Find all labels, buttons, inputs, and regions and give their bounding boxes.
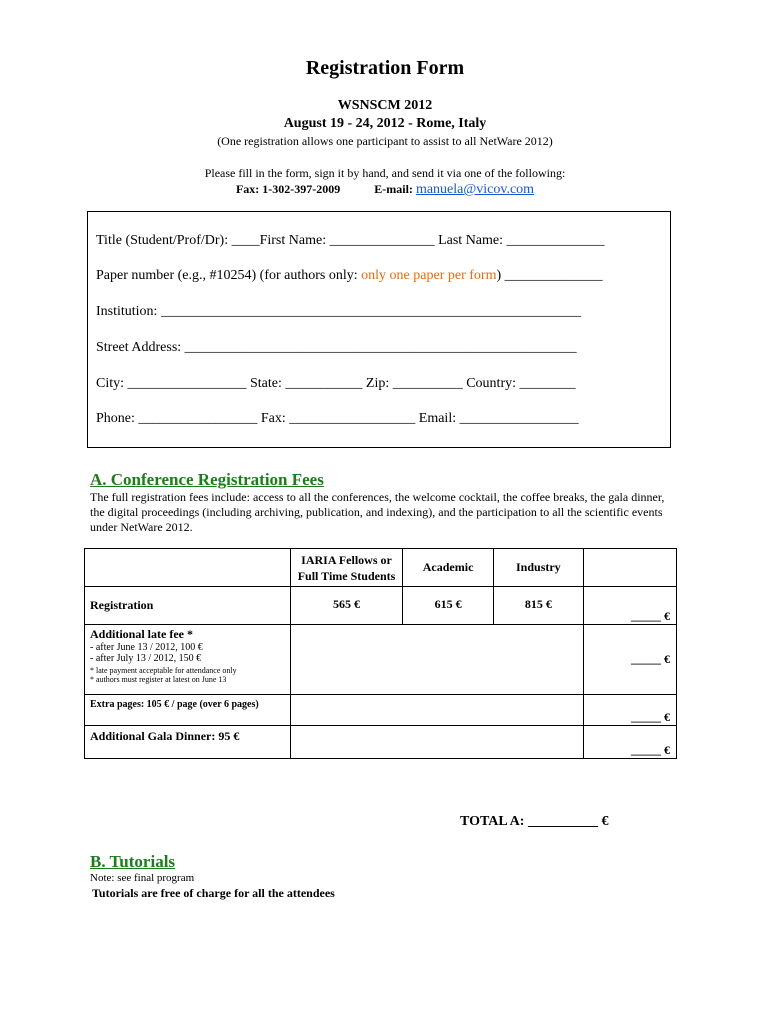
participant-info-box xyxy=(87,211,671,448)
late-fee-cell xyxy=(85,625,291,695)
name-fields-line[interactable]: Title (Student/Prof/Dr): ____First Name: _______________ Last Name: ______________ xyxy=(96,233,605,248)
fees-table xyxy=(84,548,677,759)
header-fellows xyxy=(290,549,403,587)
extra-pages-empty-cell xyxy=(290,695,583,726)
page-title: Registration Form xyxy=(305,57,465,79)
registration-amount-field[interactable]: _____ € xyxy=(583,587,676,625)
gala-dinner-amount-field[interactable]: _____ € xyxy=(583,726,676,759)
late-fee-title: Additional late fee * xyxy=(90,627,193,641)
late-fee-note-attendance: * late payment acceptable for attendance only xyxy=(90,666,237,675)
late-fee-june: - after June 13 / 2012, 100 € xyxy=(90,642,203,653)
price-industry: 815 € xyxy=(493,587,583,625)
late-fee-empty-cell xyxy=(290,625,583,695)
section-b-title: B. Tutorials xyxy=(90,852,176,871)
header-industry: Industry xyxy=(493,549,583,587)
one-paper-note: only one paper per form xyxy=(361,268,497,283)
gala-dinner-empty-cell xyxy=(290,726,583,759)
phone-fax-email-line[interactable]: Phone: _________________ Fax: __________________ Email: _________________ xyxy=(96,411,579,426)
total-a-field[interactable]: TOTAL A: __________ € xyxy=(460,814,609,829)
section-a-description: The full registration fees include: access to all the conferences, the welcome cocktail, the coffee breaks, the gala dinner, the digital proceedings (including archiving, publication, and indexing), and the participation to all the scientific events under NetWare 2012. xyxy=(90,490,665,534)
price-fellows: 565 € xyxy=(290,587,403,625)
tutorials-free-note: Tutorials are free of charge for all the attendees xyxy=(92,886,335,900)
fax-number: Fax: 1-302-397-2009 xyxy=(235,182,341,196)
table-row xyxy=(85,625,677,695)
street-address-line[interactable]: Street Address: ________________________________________________________ xyxy=(96,340,577,355)
table-row xyxy=(85,695,677,726)
contact-line xyxy=(0,182,770,198)
row-registration-label: Registration xyxy=(85,587,291,625)
late-fee-note-authors: * authors must register at latest on June 13 xyxy=(90,675,227,684)
table-header-row xyxy=(85,549,677,587)
paper-number-label: Paper number (e.g., #10254) (for authors only: xyxy=(96,268,362,283)
email-label: E-mail: xyxy=(374,182,413,196)
header-fellows-line1: IARIA Fellows or xyxy=(301,553,392,567)
extra-pages-amount-field[interactable]: _____ € xyxy=(583,695,676,726)
institution-line[interactable]: Institution: ____________________________________________________________ xyxy=(96,304,581,319)
email-link[interactable]: manuela@vicov.com xyxy=(415,182,535,197)
extra-pages-label: Extra pages: 105 € / page (over 6 pages) xyxy=(85,695,291,726)
section-b-note: Note: see final program xyxy=(90,872,195,884)
conference-name: WSNSCM 2012 xyxy=(337,98,433,113)
gala-dinner-label: Additional Gala Dinner: 95 € xyxy=(85,726,291,759)
registration-note: (One registration allows one participant to assist to all NetWare 2012) xyxy=(217,134,553,148)
header-amount-cell xyxy=(583,549,676,587)
header-empty-cell xyxy=(85,549,291,587)
city-state-line[interactable]: City: _________________ State: ___________ Zip: __________ Country: ________ xyxy=(96,376,576,391)
late-fee-july: - after July 13 / 2012, 150 € xyxy=(90,653,202,664)
late-fee-amount-field[interactable]: _____ € xyxy=(583,625,676,695)
table-row xyxy=(85,726,677,759)
paper-number-field: ) ______________ xyxy=(496,268,603,283)
section-a-title: A. Conference Registration Fees xyxy=(90,470,324,489)
header-academic: Academic xyxy=(403,549,493,587)
conference-dates: August 19 - 24, 2012 - Rome, Italy xyxy=(283,116,487,131)
price-academic: 615 € xyxy=(403,587,493,625)
header-fellows-line2: Full Time Students xyxy=(297,569,396,583)
table-row xyxy=(85,587,677,625)
instructions: Please fill in the form, sign it by hand, and send it via one of the following: xyxy=(204,166,566,180)
paper-number-line[interactable] xyxy=(96,268,603,284)
